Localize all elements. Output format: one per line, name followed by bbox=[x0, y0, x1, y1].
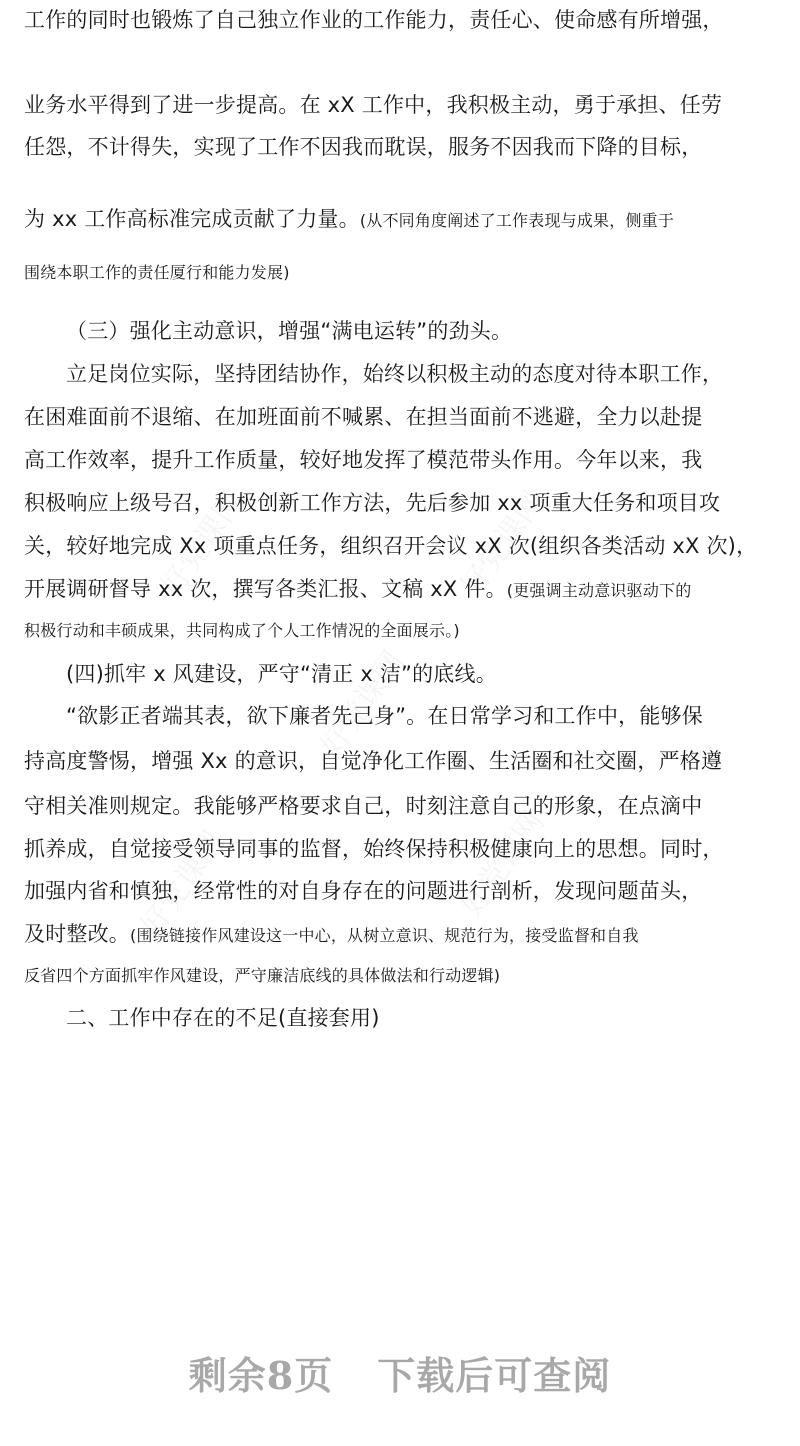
line-text: 立足岗位实际，坚持团结协作，始终以积极主动的态度对待本职工作， bbox=[66, 362, 724, 386]
line-text: 业务水平得到了进一步提高。在 xX 工作中，我积极主动，勇于承担、任劳 bbox=[24, 93, 723, 117]
paragraph-line bbox=[24, 446, 780, 474]
line-text: 积极行动和丰硕成果，共同构成了个人工作情况的全面展示。) bbox=[24, 621, 460, 640]
paragraph-line bbox=[24, 403, 780, 431]
line-text: 持高度警惕，增强 Xx 的意识，自觉净化工作圈、生活圈和社交圈，严格遵 bbox=[24, 749, 723, 773]
line-text: 反省四个方面抓牢作风建设，严守廉洁底线的具体做法和行动逻辑) bbox=[24, 966, 501, 985]
line-text: “欲影正者端其表，欲下廉者先己身”。在日常学习和工作中，能够保 bbox=[66, 704, 703, 728]
paragraph-line bbox=[24, 835, 780, 863]
line-text: 积极响应上级号召，积极创新工作方法，先后参加 xx 项重大任务和项目攻 bbox=[24, 491, 721, 515]
line-text: 关，较好地完成 Xx 项重点任务，组织召开会议 xX 次(组织各类活动 xX 次)， bbox=[24, 534, 758, 558]
paragraph-line bbox=[24, 133, 780, 161]
paragraph-line bbox=[24, 962, 780, 990]
paragraph-line bbox=[66, 360, 780, 388]
remaining-pages-label: 剩余8页 bbox=[188, 1353, 334, 1398]
line-text: 为 xx 工作高标准完成贡献了力量。 bbox=[24, 207, 360, 231]
section-heading bbox=[66, 1004, 780, 1032]
annotation-note: (更强调主动意识驱动下的 bbox=[506, 581, 692, 600]
paragraph-line bbox=[66, 702, 780, 730]
line-text: 抓养成，自觉接受领导同事的监督，始终保持积极健康向上的思想。同时， bbox=[24, 837, 724, 861]
line-text: 开展调研督导 xx 次，撰写各类汇报、文稿 xX 件。 bbox=[24, 577, 507, 601]
download-prompt[interactable] bbox=[0, 1345, 800, 1400]
paragraph-line bbox=[24, 617, 780, 645]
line-text: 高工作效率，提升工作质量，较好地发挥了模范带头作用。今年以来，我 bbox=[24, 448, 703, 472]
paragraph-line bbox=[24, 747, 780, 775]
paragraph-line bbox=[24, 532, 780, 560]
line-text: 围绕本职工作的责任厦行和能力发展) bbox=[24, 263, 290, 282]
paragraph-line bbox=[24, 6, 780, 34]
paragraph-line bbox=[24, 259, 780, 287]
paragraph-line bbox=[24, 792, 780, 820]
line-text: 守相关准则规定。我能够严格要求自己，时刻注意自己的形象，在点滴中 bbox=[24, 794, 703, 818]
download-to-view-label: 下载后可查阅 bbox=[377, 1353, 612, 1398]
paragraph-line bbox=[24, 575, 780, 605]
line-text: 任怨，不计得失，实现了工作不因我而耽误，服务不因我而下降的目标， bbox=[24, 135, 703, 159]
line-text: 工作的同时也锻炼了自己独立作业的工作能力，责任心、使命感有所增强， bbox=[24, 8, 724, 32]
line-text: 加强内省和慎独，经常性的对自身存在的问题进行剖析，发现问题苗头， bbox=[24, 879, 703, 903]
line-text: 在困难面前不退缩、在加班面前不喊累、在担当面前不逃避，全力以赴提 bbox=[24, 405, 703, 429]
section-heading bbox=[66, 317, 780, 345]
line-text: 及时整改。 bbox=[24, 922, 130, 946]
paragraph-line bbox=[24, 91, 780, 119]
paragraph-line bbox=[24, 920, 780, 950]
section-heading bbox=[66, 660, 780, 688]
line-text: 二、工作中存在的不足(直接套用) bbox=[66, 1006, 380, 1030]
line-text: (四)抓牢 x 风建设，严守“清正 x 洁”的底线。 bbox=[66, 662, 497, 686]
paragraph-line bbox=[24, 205, 780, 235]
annotation-note: (围绕链接作风建设这一中心，从树立意识、规范行为，接受监督和自我 bbox=[130, 926, 639, 945]
line-text: （三）强化主动意识，增强“满电运转”的劲头。 bbox=[66, 319, 513, 343]
paragraph-line bbox=[24, 489, 780, 517]
paragraph-line bbox=[24, 877, 780, 905]
annotation-note: (从不同角度阐述了工作表现与成果，侧重于 bbox=[359, 211, 675, 230]
